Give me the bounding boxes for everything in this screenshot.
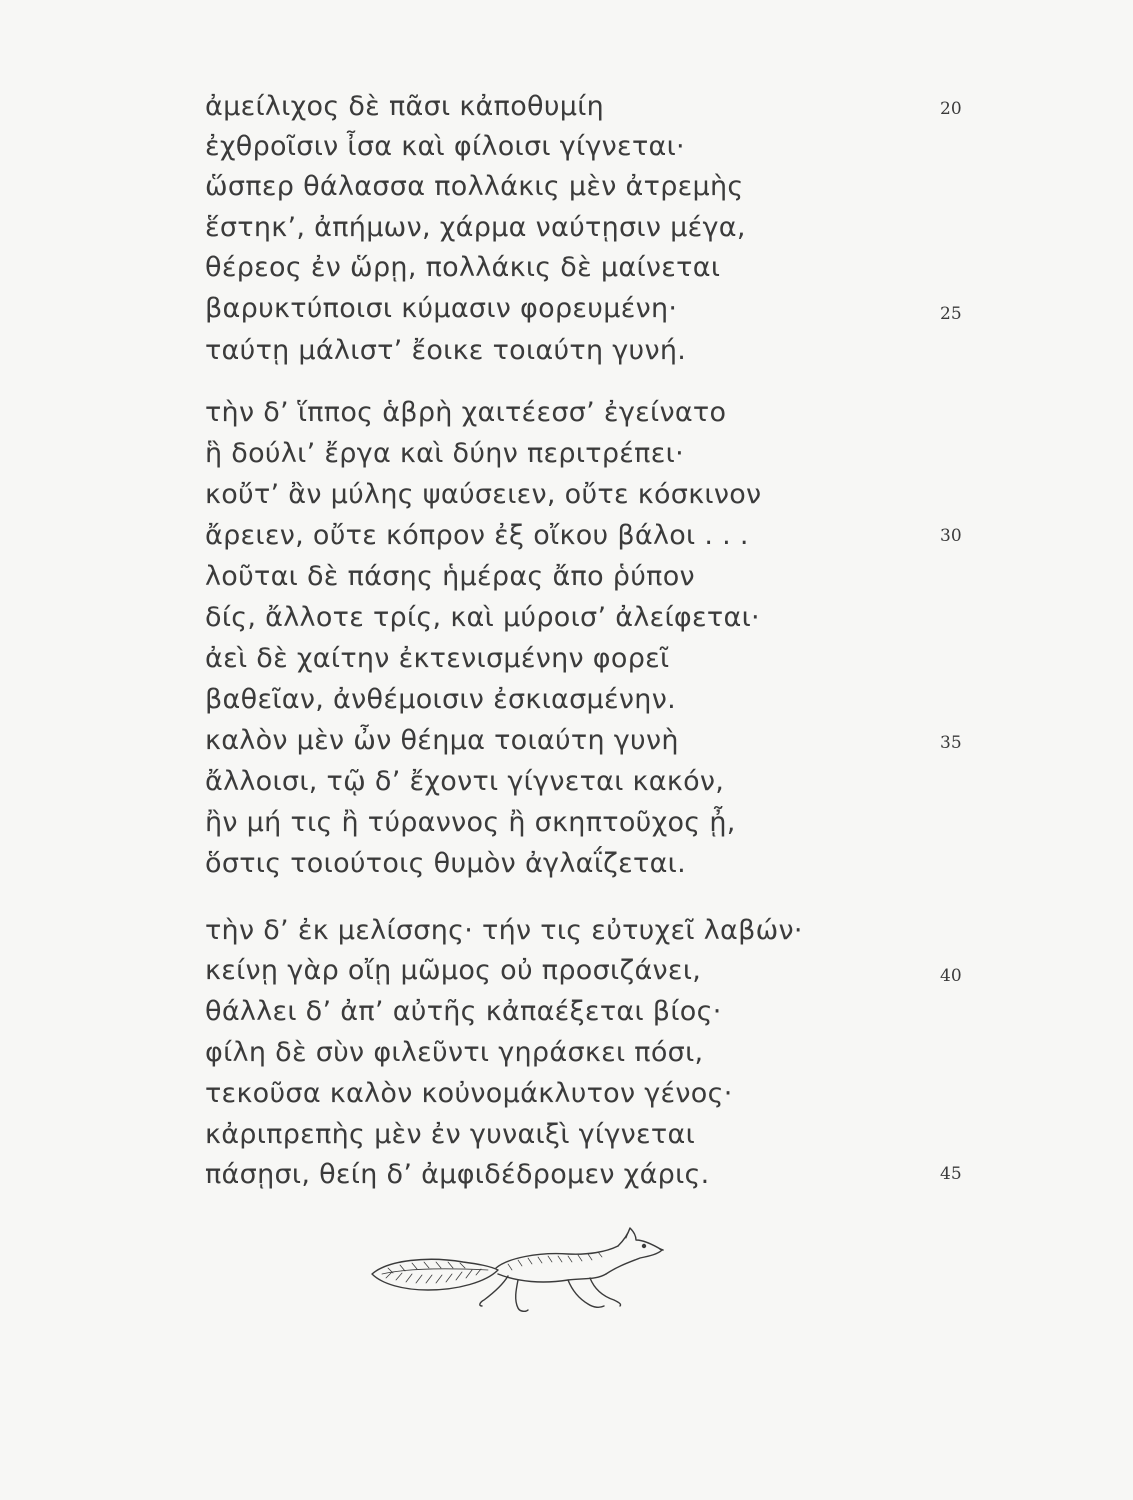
- line-number-35: 35: [940, 733, 962, 753]
- line-number-30: 30: [940, 526, 962, 546]
- poem-line-4: ἕστηκ’, ἀπήμων, χάρμα ναύτῃσιν μέγα,: [205, 212, 746, 243]
- poem-line-5: θέρεος ἐν ὥρῃ, πολλάκις δὲ μαίνεται: [205, 252, 721, 283]
- poem-line-11: ἄρειεν, οὔτε κόπρον ἐξ οἴκου βάλοι . . .: [205, 520, 749, 551]
- poem-line-13: δίς, ἄλλοτε τρίς, καὶ μύροισ’ ἀλείφεται·: [205, 602, 760, 633]
- poem-line-17: ἄλλοισι, τῷ δ’ ἔχοντι γίγνεται κακόν,: [205, 766, 725, 797]
- poem-line-24: τεκοῦσα καλὸν κοὐνομάκλυτον γένος·: [205, 1078, 733, 1109]
- poem-line-22: θάλλει δ’ ἀπ’ αὐτῆς κἀπαέξεται βίος·: [205, 996, 722, 1027]
- poem-line-3: ὥσπερ θάλασσα πολλάκις μὲν ἀτρεμὴς: [205, 171, 744, 202]
- poem-line-12: λοῦται δὲ πάσης ἡμέρας ἄπο ῥύπον: [205, 561, 695, 592]
- line-number-45: 45: [940, 1164, 962, 1184]
- poem-line-14: ἀεὶ δὲ χαίτην ἐκτενισμένην φορεῖ: [205, 643, 670, 674]
- line-number-25: 25: [940, 304, 962, 324]
- poem-line-2: ἐχθροῖσιν ἶσα καὶ φίλοισι γίγνεται·: [205, 131, 685, 162]
- poem-line-23: φίλη δὲ σὺν φιλεῦντι γηράσκει πόσι,: [205, 1037, 704, 1068]
- poem-line-26: πάσῃσι, θείη δ’ ἀμφιδέδρομεν χάρις.: [205, 1159, 710, 1190]
- poem-line-16: καλὸν μὲν ὦν θέημα τοιαύτη γυνὴ: [205, 725, 679, 756]
- poem-line-7: ταύτῃ μάλιστ’ ἔοικε τοιαύτη γυνή.: [205, 335, 687, 366]
- line-number-40: 40: [940, 966, 962, 986]
- poem-line-8: τὴν δ’ ἵππος ἁβρὴ χαιτέεσσ’ ἐγείνατο: [205, 397, 727, 428]
- poem-line-1: ἀμείλιχος δὲ πᾶσι κἀποθυμίη: [205, 91, 605, 122]
- fox-icon: [368, 1222, 668, 1322]
- poem-line-9: ἣ δούλι’ ἔργα καὶ δύην περιτρέπει·: [205, 438, 684, 469]
- poem-line-10: κοὔτ’ ἂν μύλης ψαύσειεν, οὔτε κόσκινον: [205, 479, 762, 510]
- poem-line-20: τὴν δ’ ἐκ μελίσσης· τήν τις εὐτυχεῖ λαβών·: [205, 915, 803, 946]
- poem-line-21: κείνῃ γὰρ οἴῃ μῶμος οὐ προσιζάνει,: [205, 955, 702, 986]
- poem-line-6: βαρυκτύποισι κύμασιν φορευμένη·: [205, 293, 678, 324]
- poem-line-19: ὅστις τοιούτοις θυμὸν ἀγλαΐζεται.: [205, 848, 686, 879]
- poem-line-15: βαθεῖαν, ἀνθέμοισιν ἐσκιασμένην.: [205, 684, 676, 715]
- poem-line-18: ἢν μή τις ἢ τύραννος ἢ σκηπτοῦχος ᾖ,: [205, 807, 736, 838]
- line-number-20: 20: [940, 99, 962, 119]
- poem-line-25: κἀριπρεπὴς μὲν ἐν γυναιξὶ γίγνεται: [205, 1119, 696, 1150]
